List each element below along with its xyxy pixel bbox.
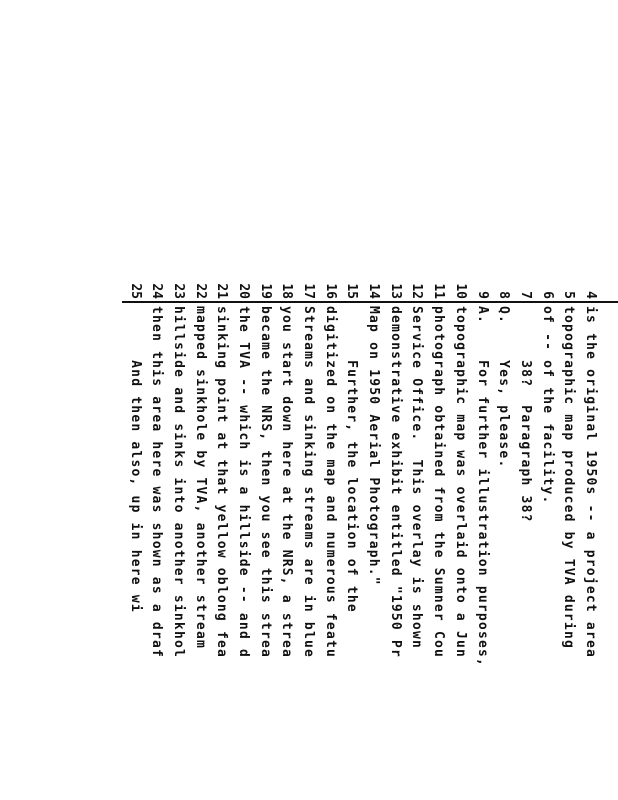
transcript-line: Service Office. This overlay is shown	[409, 306, 425, 650]
line-number: 11	[431, 283, 447, 299]
line-number: 10	[452, 283, 468, 299]
transcript-line: the TVA -- which is a hillside -- and d	[236, 306, 251, 659]
transcript-line: A. For further illustration purposes,	[474, 306, 490, 668]
transcript-line: And then also, up in here wi	[127, 306, 143, 613]
line-number: 15	[344, 283, 360, 299]
line-number: 5	[561, 291, 577, 299]
transcript-line: Further, the location of the	[344, 306, 360, 613]
transcript-line: 38? Paragraph 38?	[517, 306, 533, 523]
transcript-line: topographic map was overlaid onto a Jun	[452, 306, 468, 659]
transcript-line: photograph obtained from the Sumner Cou	[431, 306, 447, 659]
transcript-line: sinking point at that yellow oblong fea	[214, 306, 230, 659]
transcript-line: topographic map produced by TVA during	[561, 306, 577, 650]
transcript-line: you start down here at the NRS, a strea	[279, 306, 295, 659]
transcript-line: mapped sinkhole by TVA, another stream	[192, 306, 208, 650]
line-number: 13	[387, 283, 403, 299]
margin-rule	[122, 301, 618, 303]
line-number: 20	[236, 283, 251, 299]
line-number: 24	[149, 283, 165, 299]
line-number: 18	[279, 283, 295, 299]
transcript-line: Q. Yes, please.	[496, 306, 512, 469]
transcript-line: digitized on the map and numerous featu	[322, 306, 338, 659]
line-number: 23	[170, 283, 186, 299]
line-number: 25	[127, 283, 143, 299]
transcript-line: then this area here was shown as a draf	[149, 306, 165, 659]
transcript-line: hillside and sinks into another sinkhol	[170, 306, 186, 659]
line-number: 17	[301, 283, 317, 299]
transcript-line: is the original 1950s -- a project area	[583, 306, 598, 659]
line-number: 14	[366, 283, 382, 299]
transcript-line: Streams and sinking streams are in blue	[301, 306, 317, 659]
line-number: 19	[257, 283, 273, 299]
line-number-column	[124, 277, 601, 299]
line-number: 6	[539, 291, 555, 299]
line-number: 22	[192, 283, 208, 299]
line-number: 21	[214, 283, 230, 299]
transcript-line: Map on 1950 Aerial Photograph."	[366, 306, 382, 586]
line-number: 12	[409, 283, 425, 299]
line-number: 16	[322, 283, 338, 299]
transcript-text	[41, 306, 601, 800]
transcript-line: demonstrative exhibit entitled "1950 Pr	[387, 306, 403, 659]
line-number: 7	[517, 291, 533, 299]
line-number: 4	[583, 291, 598, 299]
transcript-line: of -- of the facility.	[539, 306, 555, 505]
transcript-line: became the NRS, then you see this strea	[257, 306, 273, 659]
line-number: 9	[474, 291, 490, 299]
line-number: 8	[496, 291, 512, 299]
